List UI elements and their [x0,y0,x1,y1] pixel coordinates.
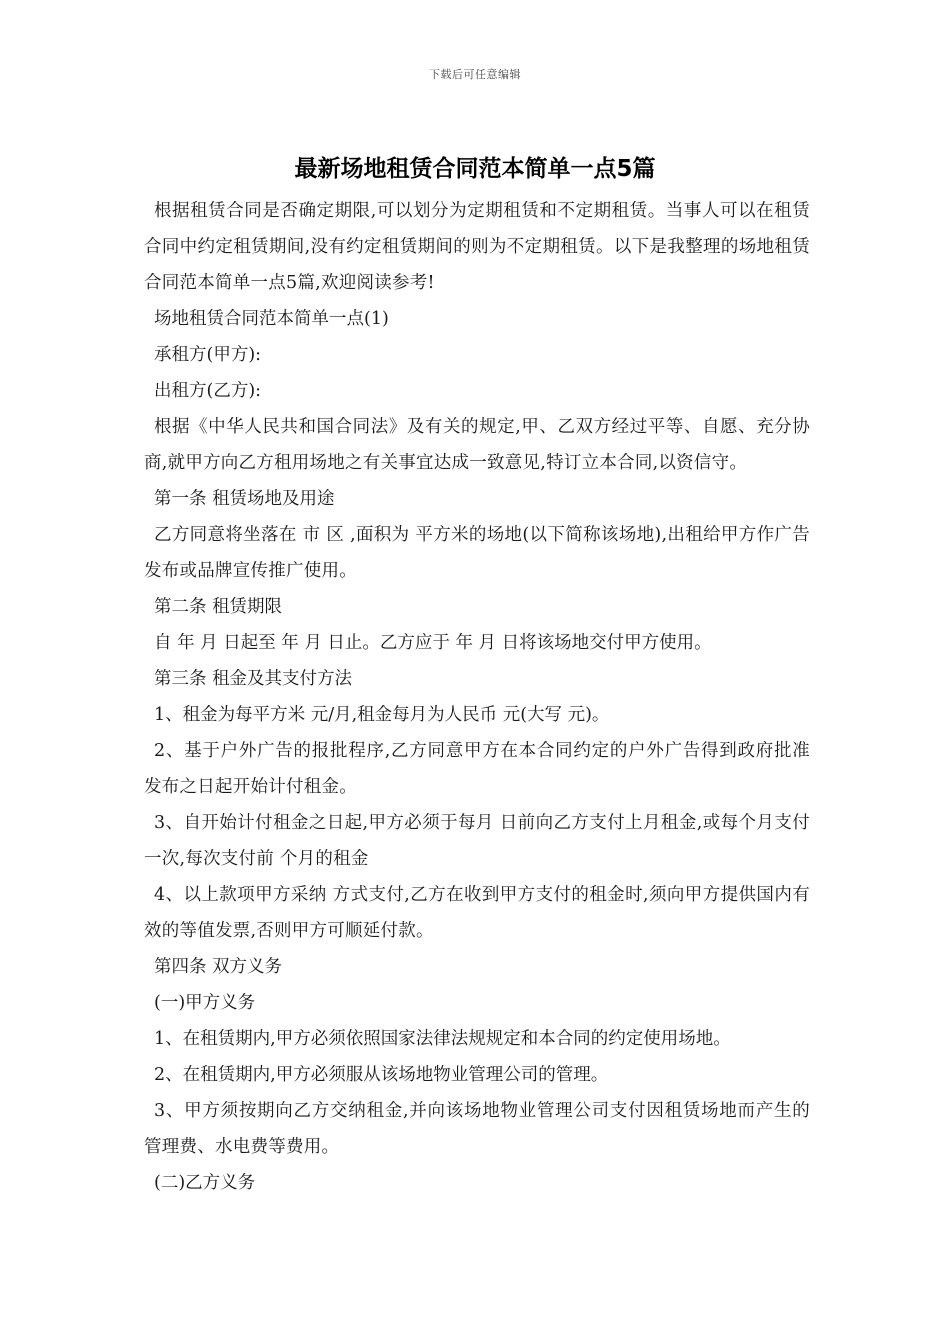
clause-paragraph: 1、租金为每平方米 元/月,租金每月为人民币 元(大写 元)。 [154,705,610,725]
document-body [144,193,810,1201]
subsection-heading: (一)甲方义务 [154,993,256,1013]
document-title: 最新场地租赁合同范本简单一点5篇 [294,156,656,182]
clause-paragraph: 2、在租赁期内,甲方必须服从该场地物业管理公司的管理。 [154,1065,609,1085]
article-heading: 第二条 租赁期限 [154,597,283,617]
preamble-paragraph: 根据《中华人民共和国合同法》及有关的规定,甲、乙双方经过平等、自愿、充分协商,就甲方向乙方租用场地之有关事宜达成一致意见,特订立本合同,以资信守。 [144,417,810,473]
subsection-heading: (二)乙方义务 [154,1173,256,1193]
section-heading: 场地租赁合同范本简单一点(1) [154,309,389,329]
intro-paragraph: 根据租赁合同是否确定期限,可以划分为定期租赁和不定期租赁。当事人可以在租赁合同中约定租赁期间,没有约定租赁期间的则为不定期租赁。以下是我整理的场地租赁合同范本简单一点5篇,欢迎阅读参考! [144,201,810,293]
clause-paragraph: 4、以上款项甲方采纳 方式支付,乙方在收到甲方支付的租金时,须向甲方提供国内有效的等值发票,否则甲方可顺延付款。 [144,885,810,941]
article-heading: 第三条 租金及其支付方法 [154,669,353,689]
clause-paragraph: 乙方同意将坐落在 市 区 ,面积为 平方米的场地(以下简称该场地),出租给甲方作广告发布或品牌宣传推广使用。 [144,525,810,581]
article-heading: 第四条 双方义务 [154,957,283,977]
clause-paragraph: 2、基于户外广告的报批程序,乙方同意甲方在本合同约定的户外广告得到政府批准发布之日起开始计付租金。 [144,741,810,797]
lessee-line: 承租方(甲方): [154,345,262,365]
article-heading: 第一条 租赁场地及用途 [154,489,335,509]
clause-paragraph: 自 年 月 日起至 年 月 日止。乙方应于 年 月 日将该场地交付甲方使用。 [154,633,712,653]
clause-paragraph: 3、自开始计付租金之日起,甲方必须于每月 日前向乙方支付上月租金,或每个月支付一次,每次支付前 个月的租金 [144,813,810,869]
lessor-line: 出租方(乙方): [154,381,262,401]
clause-paragraph: 1、在租赁期内,甲方必须依照国家法律法规规定和本合同的约定使用场地。 [154,1029,731,1049]
clause-paragraph: 3、甲方须按期向乙方交纳租金,并向该场地物业管理公司支付因租赁场地而产生的管理费、水电费等费用。 [144,1101,810,1157]
header-note: 下载后可任意编辑 [429,68,521,81]
